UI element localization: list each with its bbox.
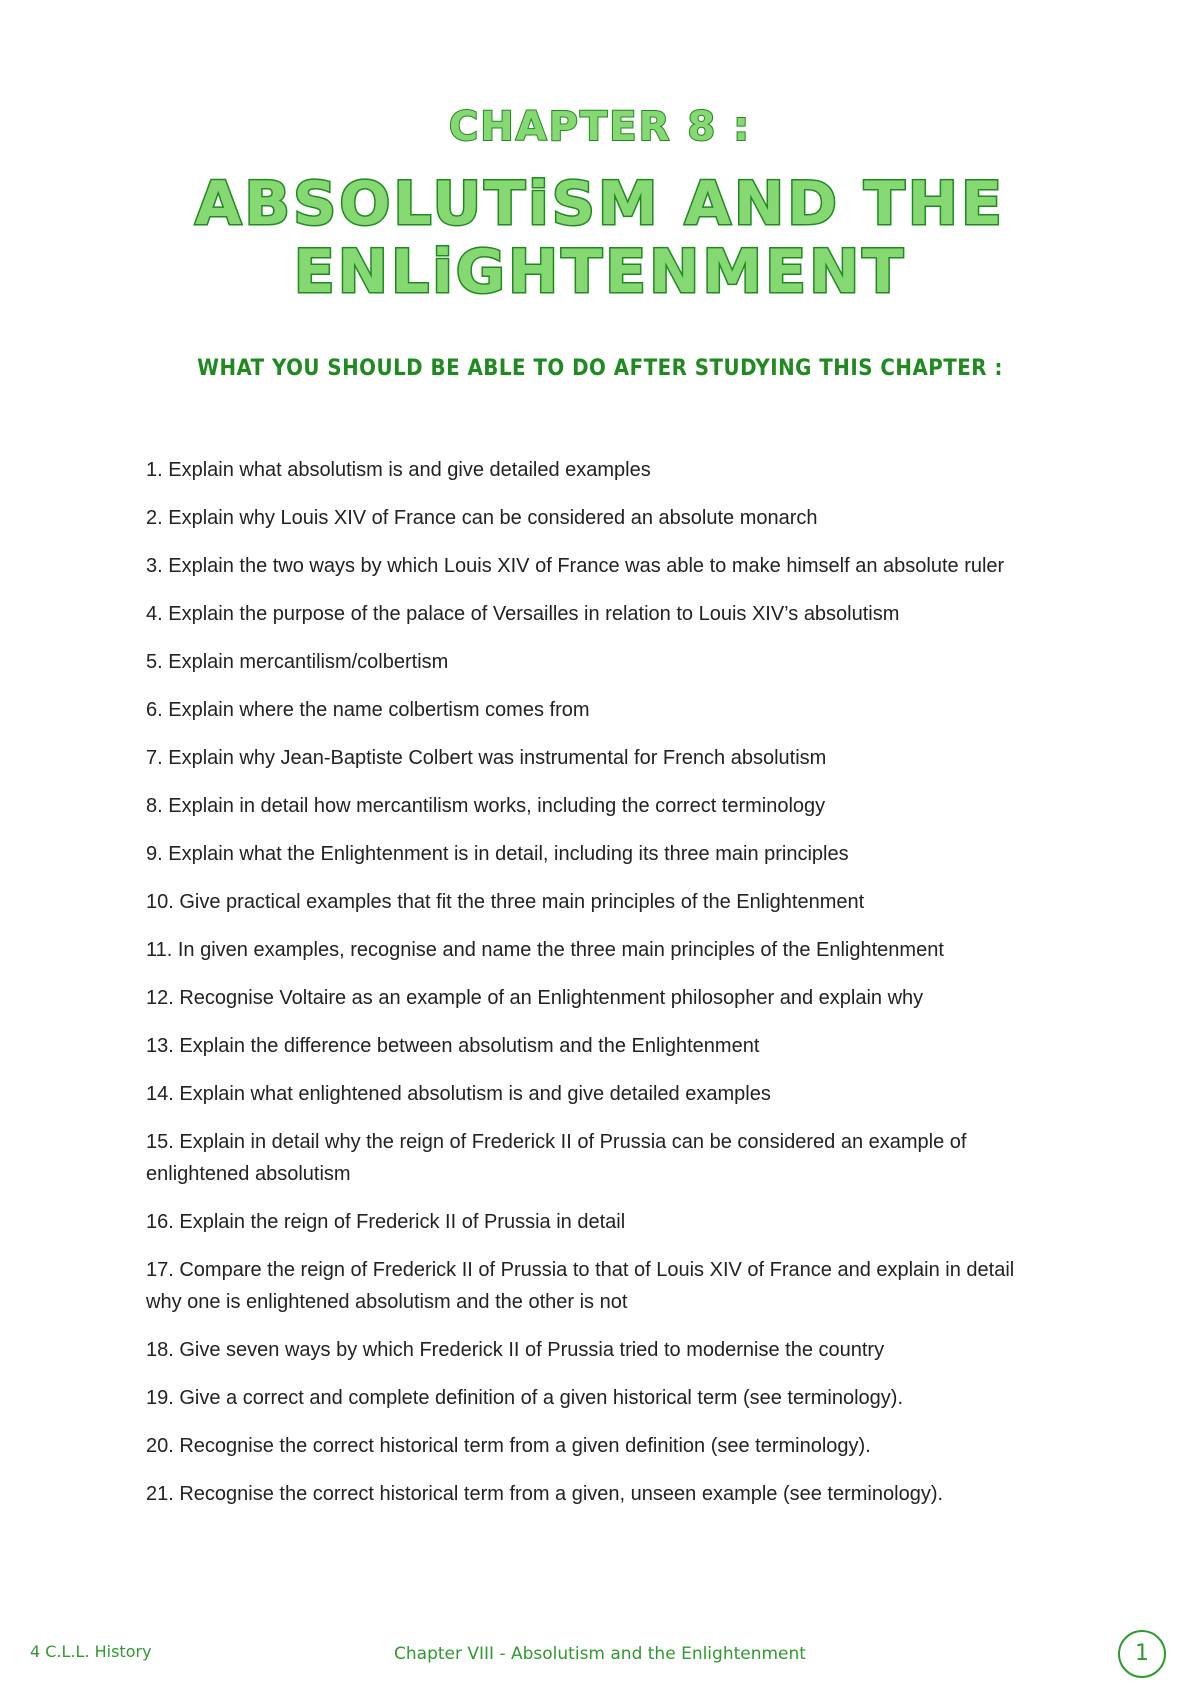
list-item: 2. Explain why Louis XIV of France can be considered an absolute monarch [146, 507, 818, 529]
page-footer [0, 1636, 1200, 1676]
list-item: 1. Explain what absolutism is and give detailed examples [146, 459, 651, 481]
list-item: 19. Give a correct and complete definition of a given historical term (see terminology). [146, 1387, 904, 1409]
list-item: 9. Explain what the Enlightenment is in detail, including its three main principles [146, 843, 849, 865]
list-item: 17. Compare the reign of Frederick II of Prussia to that of Louis XIV of France and explain in detail why one is enlightened absolutism and the other is not [146, 1259, 1015, 1313]
list-item: 13. Explain the difference between absolutism and the Enlightenment [146, 1035, 760, 1057]
chapter-header [0, 100, 1200, 306]
list-item: 10. Give practical examples that fit the three main principles of the Enlightenment [146, 891, 865, 913]
objectives-list [146, 454, 1046, 1526]
page-number-badge: 1 [1118, 1630, 1166, 1678]
list-item: 12. Recognise Voltaire as an example of an Enlightenment philosopher and explain why [146, 987, 924, 1009]
list-item: 3. Explain the two ways by which Louis XIV of France was able to make himself an absolute ruler [146, 555, 1005, 577]
footer-chapter-title: Chapter VIII - Absolutism and the Enlightenment [394, 1644, 806, 1664]
page-title: ABSOLUTiSM AND THE ENLiGHTENMENT [195, 169, 1005, 307]
list-item: 18. Give seven ways by which Frederick II of Prussia tried to modernise the country [146, 1339, 885, 1361]
list-item: 15. Explain in detail why the reign of Frederick II of Prussia can be considered an example of enlightened absolutism [146, 1131, 967, 1185]
list-item: 21. Recognise the correct historical term from a given, unseen example (see terminology). [146, 1483, 944, 1505]
list-item: 16. Explain the reign of Frederick II of Prussia in detail [146, 1211, 626, 1233]
chapter-label: CHAPTER 8 : [448, 104, 752, 150]
list-item: 14. Explain what enlightened absolutism is and give detailed examples [146, 1083, 771, 1105]
list-item: 20. Recognise the correct historical term from a given definition (see terminology). [146, 1435, 871, 1457]
list-item: 6. Explain where the name colbertism comes from [146, 699, 590, 721]
list-item: 4. Explain the purpose of the palace of Versailles in relation to Louis XIV’s absolutism [146, 603, 900, 625]
objectives-heading: WHAT YOU SHOULD BE ABLE TO DO AFTER STUDYING THIS CHAPTER : [197, 356, 1003, 381]
list-item: 11. In given examples, recognise and name the three main principles of the Enlightenment [146, 939, 944, 961]
list-item: 8. Explain in detail how mercantilism works, including the correct terminology [146, 795, 826, 817]
list-item: 5. Explain mercantilism/colbertism [146, 651, 449, 673]
list-item: 7. Explain why Jean-Baptiste Colbert was instrumental for French absolutism [146, 747, 827, 769]
footer-course-label: 4 C.L.L. History [30, 1642, 152, 1661]
